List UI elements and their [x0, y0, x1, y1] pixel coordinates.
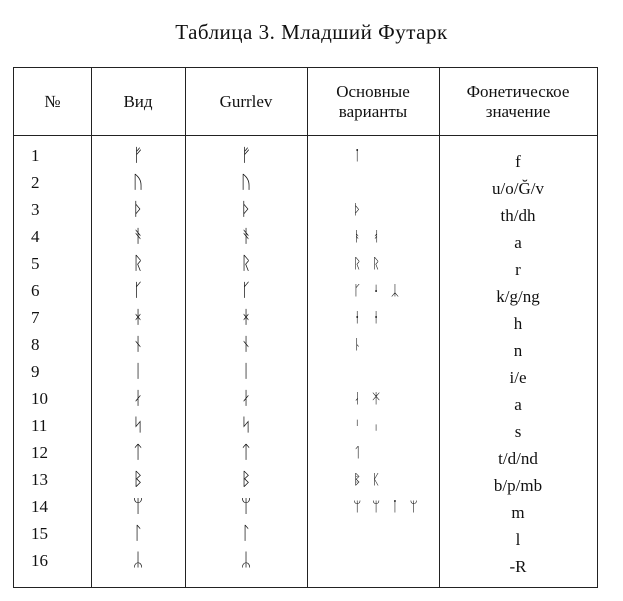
cell-num: 1: [31, 145, 40, 165]
header-variants: [307, 68, 439, 135]
cell-vid: ᛘ: [132, 496, 144, 517]
cell-phon: m: [511, 502, 525, 522]
cell-num: 14: [31, 496, 48, 516]
cell-phon: l: [515, 529, 521, 549]
header-gurlev: Gurrlev: [219, 91, 273, 111]
cell-phon: -R: [509, 556, 527, 576]
cell-num: 7: [31, 307, 40, 327]
cell-num: 15: [31, 523, 48, 543]
cell-gurlev: ᛏ: [240, 442, 252, 463]
cell-phon: u/o/Ğ/v: [492, 178, 544, 198]
cell-vid: ᛁ: [132, 361, 144, 382]
cell-vid: ᚼ: [132, 307, 144, 328]
cell-num: 11: [31, 415, 48, 435]
cell-variants: ᚦ: [353, 201, 365, 218]
cell-gurlev: ᚦ: [240, 199, 252, 220]
cell-gurlev: ᛒ: [240, 469, 252, 490]
header-num: №: [44, 91, 61, 111]
header-variants-line2: варианты: [338, 101, 408, 121]
cell-num: 12: [31, 442, 48, 462]
header-vid: Вид: [123, 91, 153, 111]
cell-phon: a: [514, 394, 522, 414]
cell-num: 10: [31, 388, 48, 408]
cell-num: 3: [31, 199, 40, 219]
cell-gurlev: ᛘ: [240, 496, 252, 517]
cell-phon: th/dh: [500, 205, 536, 225]
cell-num: 8: [31, 334, 40, 354]
cell-gurlev: ᛋ: [240, 415, 252, 436]
cell-num: 16: [31, 550, 48, 570]
cell-variants: ᚱ ᚱ: [353, 255, 384, 272]
header-phonetic: [439, 68, 597, 135]
cell-gurlev: ᛅ: [240, 388, 252, 409]
header-phonetic-line2: значение: [485, 101, 551, 121]
cell-vid: ᚱ: [132, 253, 144, 274]
cell-num: 6: [31, 280, 40, 300]
cell-variants: ᚭ ᚮ: [353, 228, 384, 245]
cell-variants: ᚴ ᛍ ᛣ: [353, 282, 403, 299]
cell-variants: ᛆ ᛡ: [353, 390, 384, 407]
cell-phon: t/d/nd: [498, 448, 538, 468]
cell-phon: r: [515, 259, 521, 279]
cell-num: 13: [31, 469, 48, 489]
cell-gurlev: ᚼ: [240, 307, 252, 328]
cell-vid: ᛋ: [132, 415, 144, 436]
futhark-table: [13, 67, 598, 588]
cell-phon: h: [513, 313, 523, 333]
cell-gurlev: ᚾ: [240, 334, 252, 355]
cell-phon: k/g/ng: [496, 286, 540, 306]
cell-gurlev: ᛦ: [240, 550, 252, 571]
cell-phon: b/p/mb: [493, 475, 543, 495]
cell-num: 5: [31, 253, 40, 273]
cell-vid: ᛚ: [132, 523, 144, 544]
cell-variants: ᛙ: [353, 147, 365, 164]
cell-gurlev: ᚱ: [240, 253, 252, 274]
header-phonetic-line1: Фонетическое: [466, 81, 570, 101]
cell-gurlev: ᚴ: [240, 280, 252, 301]
cell-num: 2: [31, 172, 40, 192]
cell-variants: ᛘ ᛘ ᛙ ᛘ: [353, 498, 421, 515]
cell-num: 4: [31, 226, 40, 246]
cell-vid: ᚠ: [132, 145, 144, 166]
cell-phon: s: [514, 421, 522, 441]
cell-vid: ᛦ: [132, 550, 144, 571]
cell-phon: n: [513, 340, 523, 360]
cell-vid: ᚾ: [132, 334, 144, 355]
cell-vid: ᚢ: [132, 172, 144, 193]
cell-phon: f: [515, 151, 521, 171]
cell-vid: ᛏ: [132, 442, 144, 463]
cell-vid: ᛒ: [132, 469, 144, 490]
cell-gurlev: ᚬ: [240, 226, 252, 247]
cell-vid: ᚴ: [132, 280, 144, 301]
cell-variants: ᚽ ᚽ: [353, 309, 384, 326]
page-title: Таблица 3. Младший Футарк: [175, 20, 448, 44]
cell-gurlev: ᛚ: [240, 523, 252, 544]
cell-num: 9: [31, 361, 40, 381]
cell-phon: i/e: [509, 367, 527, 387]
cell-vid: ᚦ: [132, 199, 144, 220]
cell-variants: ᛐ: [353, 444, 365, 461]
cell-vid: ᛅ: [132, 388, 144, 409]
cell-gurlev: ᛁ: [240, 361, 252, 382]
header-divider: [14, 135, 597, 136]
cell-variants: ᛔ ᛕ: [353, 471, 384, 488]
header-variants-line1: Основные: [336, 81, 410, 101]
cell-variants: ᚿ: [353, 336, 365, 353]
cell-gurlev: ᚠ: [240, 145, 252, 166]
cell-vid: ᚬ: [132, 226, 144, 247]
cell-phon: a: [514, 232, 522, 252]
cell-gurlev: ᚢ: [240, 172, 252, 193]
cell-variants: ᛌ ᛧ: [353, 417, 384, 434]
